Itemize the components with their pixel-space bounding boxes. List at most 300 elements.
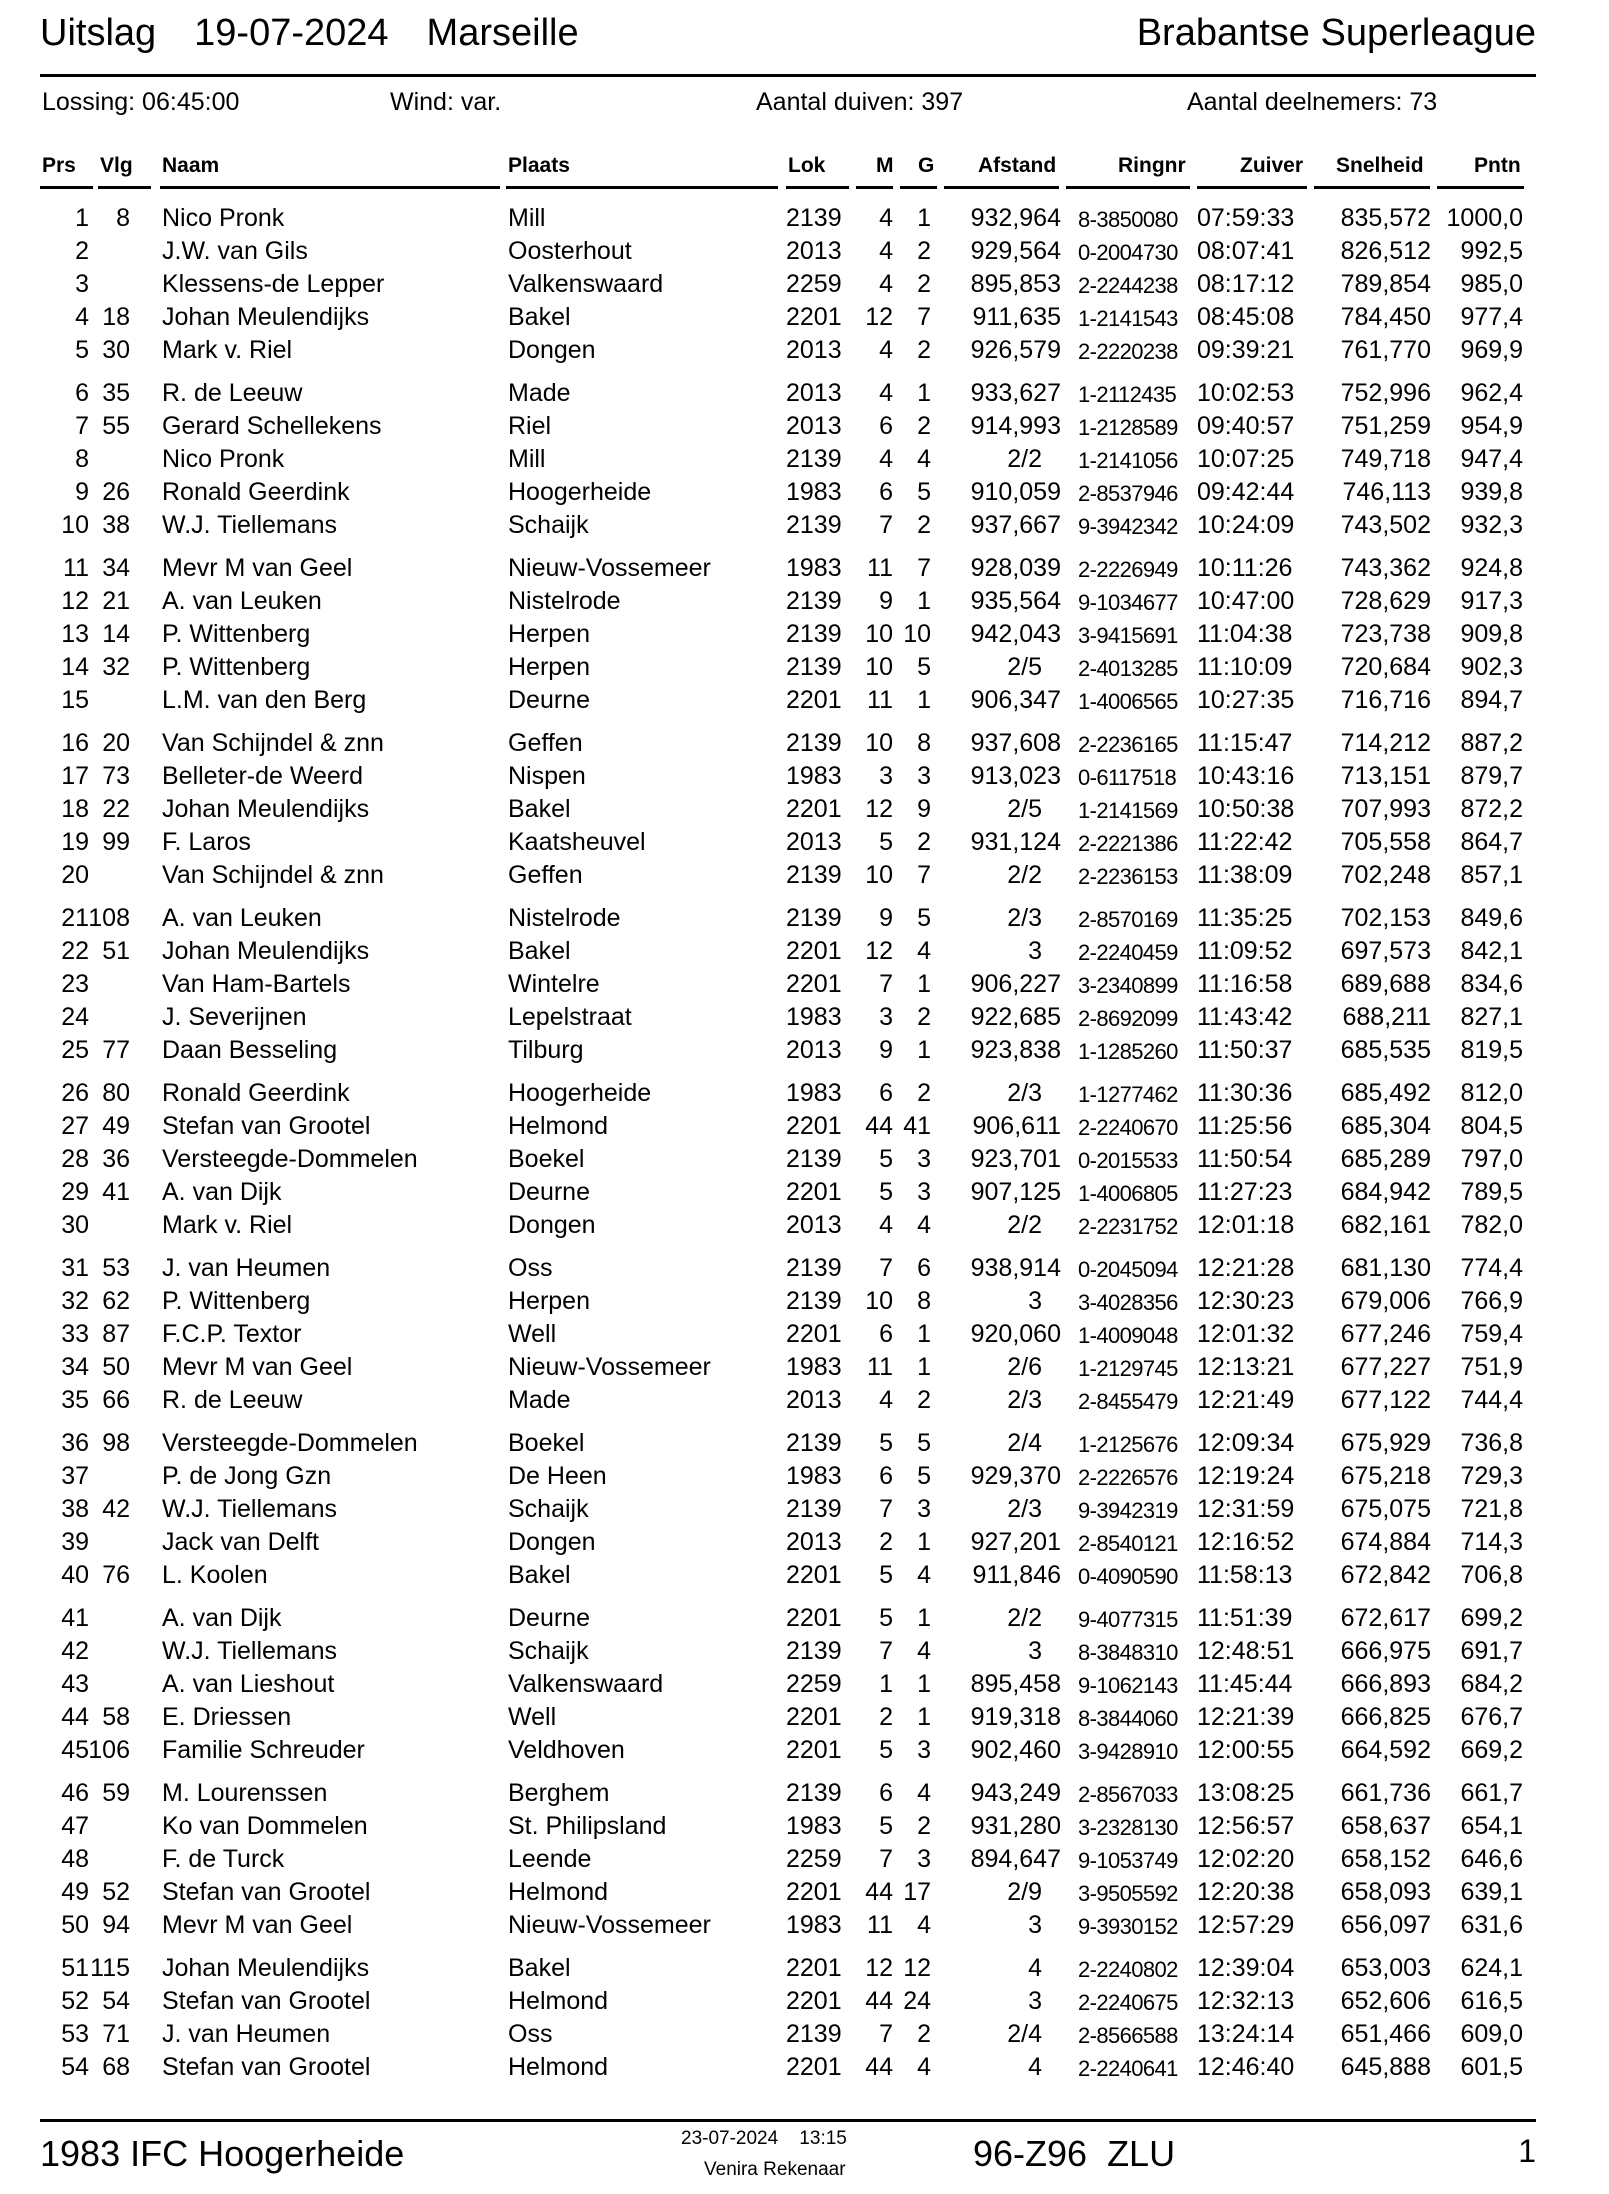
cell-ringnr: 2-8537946 — [1078, 481, 1178, 506]
cell-ringnr: 1-2112435 — [1078, 382, 1177, 407]
cell-naam: W.J. Tiellemans — [162, 1637, 338, 1665]
cell-zuiver: 09:40:57 — [1197, 412, 1295, 440]
table-row — [0, 2018, 1609, 2051]
cell-naam: Mark v. Riel — [162, 1211, 293, 1239]
cell-plaats: Wintelre — [508, 970, 600, 998]
cell-vlg: 62 — [102, 1287, 130, 1315]
cell-g: 2 — [917, 2020, 931, 2048]
cell-ringnr: 1-2128589 — [1078, 415, 1178, 440]
cell-naam: A. van Leuken — [162, 904, 322, 932]
cell-prs: 17 — [61, 762, 89, 790]
cell-m: 5 — [879, 1178, 893, 1206]
cell-plaats: Veldhoven — [508, 1736, 625, 1764]
col-header-prs: Prs — [42, 154, 76, 177]
cell-g: 1 — [917, 379, 931, 407]
cell-ringnr: 3-9428910 — [1078, 1739, 1178, 1764]
cell-lok: 2139 — [786, 2020, 842, 2048]
table-row — [0, 377, 1609, 410]
cell-ringnr: 1-4009048 — [1078, 1323, 1178, 1348]
cell-zuiver: 12:56:57 — [1197, 1812, 1295, 1840]
cell-naam: A. van Dijk — [162, 1604, 282, 1632]
table-row — [0, 1526, 1609, 1559]
cell-snelheid: 674,884 — [1340, 1528, 1431, 1556]
cell-pntn: 834,6 — [1460, 970, 1523, 998]
cell-ringnr: 2-2244238 — [1078, 273, 1178, 298]
cell-naam: R. de Leeuw — [162, 379, 303, 407]
cell-ringnr: 9-1034677 — [1078, 590, 1178, 615]
cell-vlg: 26 — [102, 478, 130, 506]
cell-prs: 8 — [75, 445, 89, 473]
cell-lok: 2201 — [786, 937, 842, 965]
cell-afstand: 2/3 — [1007, 1386, 1042, 1414]
cell-plaats: Nispen — [508, 762, 586, 790]
cell-snelheid: 702,153 — [1340, 904, 1431, 932]
cell-naam: Johan Meulendijks — [162, 1954, 370, 1982]
cell-snelheid: 749,718 — [1340, 445, 1431, 473]
cell-lok: 2139 — [786, 861, 842, 889]
cell-prs: 23 — [61, 970, 89, 998]
cell-afstand: 906,611 — [972, 1112, 1061, 1140]
cell-ringnr: 3-9415691 — [1078, 623, 1178, 648]
cell-m: 5 — [879, 1561, 893, 1589]
cell-lok: 2201 — [786, 1736, 842, 1764]
cell-lok: 1983 — [786, 1003, 842, 1031]
cell-ringnr: 1-1285260 — [1078, 1039, 1178, 1064]
cell-afstand: 4 — [1028, 1954, 1042, 1982]
cell-naam: Nico Pronk — [162, 445, 285, 473]
cell-vlg: 115 — [90, 1954, 130, 1982]
cell-m: 5 — [879, 1812, 893, 1840]
table-row — [0, 1602, 1609, 1635]
cell-ringnr: 2-2226576 — [1078, 1465, 1178, 1490]
cell-lok: 1983 — [786, 554, 842, 582]
cell-zuiver: 08:07:41 — [1197, 237, 1295, 265]
cell-afstand: 938,914 — [970, 1254, 1061, 1282]
table-row — [0, 1909, 1609, 1942]
cell-afstand: 932,964 — [970, 204, 1061, 232]
cell-g: 1 — [917, 1528, 931, 1556]
cell-afstand: 933,627 — [970, 379, 1061, 407]
cell-afstand: 923,701 — [970, 1145, 1061, 1173]
row-group — [0, 902, 1609, 1067]
cell-afstand: 2/3 — [1007, 1079, 1042, 1107]
cell-m: 10 — [865, 729, 893, 757]
cell-prs: 42 — [61, 1637, 89, 1665]
cell-afstand: 3 — [1028, 1637, 1042, 1665]
cell-naam: Daan Besseling — [162, 1036, 338, 1064]
cell-lok: 2013 — [786, 237, 842, 265]
cell-m: 12 — [865, 937, 893, 965]
cell-vlg: 41 — [102, 1178, 130, 1206]
cell-m: 10 — [865, 620, 893, 648]
cell-snelheid: 672,617 — [1340, 1604, 1431, 1632]
cell-pntn: 616,5 — [1460, 1987, 1523, 2015]
cell-g: 4 — [917, 1637, 931, 1665]
table-row — [0, 1460, 1609, 1493]
cell-pntn: 631,6 — [1460, 1911, 1523, 1939]
cell-ringnr: 0-2045094 — [1078, 1257, 1178, 1282]
cell-vlg: 50 — [102, 1353, 130, 1381]
cell-snelheid: 685,535 — [1340, 1036, 1431, 1064]
cell-ringnr: 9-1053749 — [1078, 1848, 1178, 1873]
cell-ringnr: 0-4090590 — [1078, 1564, 1178, 1589]
cell-lok: 2201 — [786, 686, 842, 714]
cell-snelheid: 651,466 — [1340, 2020, 1431, 2048]
col-underline-snelheid — [1314, 186, 1430, 189]
cell-afstand: 3 — [1028, 1911, 1042, 1939]
col-header-ringnr: Ringnr — [1118, 154, 1186, 177]
cell-zuiver: 12:32:13 — [1197, 1987, 1295, 2015]
cell-ringnr: 9-3942319 — [1078, 1498, 1178, 1523]
cell-afstand: 937,608 — [970, 729, 1061, 757]
cell-snelheid: 661,736 — [1340, 1779, 1431, 1807]
cell-plaats: De Heen — [508, 1462, 607, 1490]
cell-m: 7 — [879, 511, 893, 539]
cell-naam: J.W. van Gils — [162, 237, 308, 265]
cell-lok: 2201 — [786, 1561, 842, 1589]
release-time: Lossing: 06:45:00 — [42, 88, 240, 116]
cell-prs: 20 — [61, 861, 89, 889]
col-underline-zuiver — [1197, 186, 1307, 189]
table-row — [0, 1843, 1609, 1876]
table-row — [0, 1351, 1609, 1384]
cell-m: 6 — [879, 1462, 893, 1490]
cell-zuiver: 11:43:42 — [1197, 1003, 1293, 1031]
cell-zuiver: 12:01:32 — [1197, 1320, 1295, 1348]
cell-pntn: 947,4 — [1460, 445, 1523, 473]
cell-ringnr: 9-4077315 — [1078, 1607, 1178, 1632]
cell-naam: F. Laros — [162, 828, 251, 856]
cell-pntn: 654,1 — [1460, 1812, 1523, 1840]
league-name: Brabantse Superleague — [1136, 12, 1536, 54]
cell-ringnr: 8-3850080 — [1078, 207, 1178, 232]
cell-plaats: Bakel — [508, 303, 571, 331]
cell-pntn: 714,3 — [1460, 1528, 1523, 1556]
cell-snelheid: 672,842 — [1340, 1561, 1431, 1589]
cell-ringnr: 2-8570169 — [1078, 907, 1178, 932]
col-underline-plaats — [506, 186, 778, 189]
cell-lok: 2139 — [786, 1145, 842, 1173]
col-header-g: G — [918, 154, 935, 177]
table-row — [0, 1001, 1609, 1034]
cell-prs: 46 — [61, 1779, 89, 1807]
cell-zuiver: 11:50:54 — [1197, 1145, 1293, 1173]
cell-zuiver: 12:16:52 — [1197, 1528, 1295, 1556]
cell-zuiver: 11:09:52 — [1197, 937, 1293, 965]
cell-afstand: 920,060 — [970, 1320, 1061, 1348]
cell-m: 10 — [865, 1287, 893, 1315]
cell-lok: 2201 — [786, 1112, 842, 1140]
cell-plaats: Helmond — [508, 1987, 609, 2015]
cell-zuiver: 09:39:21 — [1197, 336, 1295, 364]
cell-plaats: Oosterhout — [508, 237, 632, 265]
cell-plaats: Boekel — [508, 1145, 585, 1173]
page-number: 1 — [1518, 2133, 1536, 2169]
cell-naam: E. Driessen — [162, 1703, 292, 1731]
cell-lok: 2139 — [786, 1495, 842, 1523]
cell-zuiver: 10:50:38 — [1197, 795, 1295, 823]
cell-prs: 49 — [61, 1878, 89, 1906]
cell-naam: Mevr M van Geel — [162, 1911, 353, 1939]
table-row — [0, 760, 1609, 793]
cell-m: 4 — [879, 204, 893, 232]
cell-snelheid: 697,573 — [1340, 937, 1431, 965]
cell-naam: Stefan van Grootel — [162, 1987, 371, 2015]
cell-pntn: 624,1 — [1460, 1954, 1523, 1982]
cell-ringnr: 1-1277462 — [1078, 1082, 1178, 1107]
cell-m: 9 — [879, 904, 893, 932]
cell-prs: 2 — [75, 237, 89, 265]
cell-lok: 2201 — [786, 1878, 842, 1906]
cell-naam: Familie Schreuder — [162, 1736, 365, 1764]
cell-naam: F.C.P. Textor — [162, 1320, 302, 1348]
cell-m: 7 — [879, 1845, 893, 1873]
cell-afstand: 906,347 — [970, 686, 1061, 714]
cell-g: 2 — [917, 237, 931, 265]
cell-naam: Ronald Geerdink — [162, 1079, 350, 1107]
club-name: 1983 IFC Hoogerheide — [40, 2133, 405, 2174]
cell-vlg: 58 — [102, 1703, 130, 1731]
cell-prs: 53 — [61, 2020, 89, 2048]
cell-naam: J. Severijnen — [162, 1003, 307, 1031]
cell-snelheid: 652,606 — [1340, 1987, 1431, 2015]
cell-plaats: Herpen — [508, 620, 590, 648]
cell-lok: 1983 — [786, 1911, 842, 1939]
cell-zuiver: 11:25:56 — [1197, 1112, 1293, 1140]
cell-g: 4 — [917, 937, 931, 965]
cell-pntn: 706,8 — [1460, 1561, 1523, 1589]
table-row — [0, 1110, 1609, 1143]
cell-snelheid: 666,975 — [1340, 1637, 1431, 1665]
col-underline-naam — [160, 186, 500, 189]
cell-snelheid: 684,942 — [1340, 1178, 1431, 1206]
cell-pntn: 819,5 — [1460, 1036, 1523, 1064]
cell-vlg: 20 — [102, 729, 130, 757]
cell-plaats: Schaijk — [508, 1637, 589, 1665]
cell-snelheid: 685,289 — [1340, 1145, 1431, 1173]
table-row — [0, 935, 1609, 968]
cell-plaats: Berghem — [508, 1779, 610, 1807]
cell-plaats: Helmond — [508, 1112, 609, 1140]
cell-pntn: 661,7 — [1460, 1779, 1523, 1807]
cell-naam: Ronald Geerdink — [162, 478, 350, 506]
cell-snelheid: 705,558 — [1340, 828, 1431, 856]
results-table — [0, 202, 1609, 2094]
cell-m: 7 — [879, 2020, 893, 2048]
cell-afstand: 2/2 — [1007, 1211, 1042, 1239]
col-header-afstand: Afstand — [978, 154, 1057, 177]
cell-prs: 24 — [61, 1003, 89, 1031]
cell-zuiver: 10:02:53 — [1197, 379, 1295, 407]
table-row — [0, 1701, 1609, 1734]
cell-snelheid: 743,362 — [1340, 554, 1431, 582]
cell-afstand: 2/4 — [1007, 2020, 1042, 2048]
cell-g: 2 — [917, 1812, 931, 1840]
cell-afstand: 937,667 — [970, 511, 1061, 539]
table-row — [0, 1143, 1609, 1176]
cell-lok: 2139 — [786, 1254, 842, 1282]
cell-m: 6 — [879, 1320, 893, 1348]
cell-g: 2 — [917, 336, 931, 364]
cell-snelheid: 835,572 — [1340, 204, 1431, 232]
table-row — [0, 618, 1609, 651]
cell-snelheid: 677,122 — [1340, 1386, 1431, 1414]
cell-naam: P. Wittenberg — [162, 1287, 311, 1315]
cell-prs: 38 — [61, 1495, 89, 1523]
cell-vlg: 21 — [102, 587, 130, 615]
table-row — [0, 410, 1609, 443]
cell-ringnr: 9-3930152 — [1078, 1914, 1178, 1939]
cell-afstand: 927,201 — [970, 1528, 1061, 1556]
cell-plaats: Nistelrode — [508, 904, 621, 932]
cell-snelheid: 723,738 — [1340, 620, 1431, 648]
cell-naam: Ko van Dommelen — [162, 1812, 368, 1840]
cell-prs: 30 — [61, 1211, 89, 1239]
cell-plaats: Oss — [508, 1254, 553, 1282]
cell-lok: 2259 — [786, 1670, 842, 1698]
cell-snelheid: 751,259 — [1340, 412, 1431, 440]
col-underline-afstand — [944, 186, 1059, 189]
cell-ringnr: 2-2226949 — [1078, 557, 1178, 582]
cell-ringnr: 2-8540121 — [1078, 1531, 1178, 1556]
cell-pntn: 812,0 — [1460, 1079, 1523, 1107]
cell-plaats: Riel — [508, 412, 552, 440]
cell-afstand: 2/3 — [1007, 1495, 1042, 1523]
cell-prs: 14 — [61, 653, 89, 681]
cell-g: 1 — [917, 1036, 931, 1064]
cell-zuiver: 12:48:51 — [1197, 1637, 1295, 1665]
cell-snelheid: 664,592 — [1340, 1736, 1431, 1764]
table-row — [0, 1034, 1609, 1067]
cell-pntn: 879,7 — [1460, 762, 1523, 790]
cell-m: 11 — [867, 686, 893, 714]
cell-vlg: 18 — [102, 303, 130, 331]
cell-prs: 31 — [61, 1254, 89, 1282]
row-group — [0, 1602, 1609, 1767]
cell-plaats: Hoogerheide — [508, 1079, 652, 1107]
cell-snelheid: 685,304 — [1340, 1112, 1431, 1140]
cell-prs: 6 — [75, 379, 89, 407]
cell-prs: 15 — [61, 686, 89, 714]
cell-ringnr: 1-4006805 — [1078, 1181, 1178, 1206]
cell-snelheid: 685,492 — [1340, 1079, 1431, 1107]
table-row — [0, 552, 1609, 585]
cell-m: 10 — [865, 861, 893, 889]
cell-ringnr: 3-9505592 — [1078, 1881, 1178, 1906]
cell-prs: 26 — [61, 1079, 89, 1107]
cell-snelheid: 743,502 — [1340, 511, 1431, 539]
cell-plaats: Tilburg — [508, 1036, 584, 1064]
cell-m: 5 — [879, 1145, 893, 1173]
cell-zuiver: 11:15:47 — [1197, 729, 1293, 757]
cell-ringnr: 1-4006565 — [1078, 689, 1178, 714]
cell-vlg: 30 — [102, 336, 130, 364]
cell-ringnr: 2-2240670 — [1078, 1115, 1178, 1140]
cell-g: 2 — [917, 1003, 931, 1031]
cell-pntn: 639,1 — [1460, 1878, 1523, 1906]
cell-plaats: Nieuw-Vossemeer — [508, 1911, 711, 1939]
cell-vlg: 14 — [102, 620, 130, 648]
cell-pntn: 782,0 — [1460, 1211, 1523, 1239]
cell-snelheid: 658,637 — [1340, 1812, 1431, 1840]
cell-lok: 2201 — [786, 1320, 842, 1348]
cell-g: 2 — [917, 270, 931, 298]
cell-zuiver: 13:08:25 — [1197, 1779, 1295, 1807]
cell-zuiver: 12:46:40 — [1197, 2053, 1295, 2081]
cell-afstand: 2/2 — [1007, 1604, 1042, 1632]
col-header-zuiver: Zuiver — [1240, 154, 1304, 177]
cell-prs: 5 — [75, 336, 89, 364]
cell-lok: 1983 — [786, 762, 842, 790]
program-name: Venira Rekenaar — [704, 2159, 846, 2180]
cell-g: 2 — [917, 412, 931, 440]
cell-plaats: Deurne — [508, 686, 590, 714]
cell-afstand: 928,039 — [970, 554, 1061, 582]
cell-afstand: 929,564 — [970, 237, 1061, 265]
table-row — [0, 902, 1609, 935]
cell-g: 3 — [917, 1145, 931, 1173]
cell-ringnr: 1-2125676 — [1078, 1432, 1178, 1457]
col-underline-prs — [40, 186, 93, 189]
cell-lok: 2139 — [786, 1287, 842, 1315]
cell-m: 4 — [879, 445, 893, 473]
cell-ringnr: 2-2220238 — [1078, 339, 1178, 364]
cell-lok: 1983 — [786, 1462, 842, 1490]
cell-m: 6 — [879, 412, 893, 440]
cell-afstand: 926,579 — [970, 336, 1061, 364]
cell-g: 4 — [917, 1779, 931, 1807]
table-row — [0, 1734, 1609, 1767]
cell-vlg: 94 — [102, 1911, 130, 1939]
table-row — [0, 585, 1609, 618]
cell-naam: A. van Lieshout — [162, 1670, 335, 1698]
cell-snelheid: 681,130 — [1340, 1254, 1431, 1282]
cell-afstand: 3 — [1028, 1987, 1042, 2015]
cell-vlg: 99 — [102, 828, 130, 856]
cell-afstand: 2/2 — [1007, 445, 1042, 473]
cell-plaats: Boekel — [508, 1429, 585, 1457]
col-header-snelheid: Snelheid — [1336, 154, 1424, 177]
cell-snelheid: 682,161 — [1340, 1211, 1431, 1239]
cell-m: 12 — [865, 303, 893, 331]
cell-afstand: 3 — [1028, 1287, 1042, 1315]
table-row — [0, 235, 1609, 268]
table-row — [0, 1952, 1609, 1985]
footer-divider — [40, 2119, 1536, 2122]
cell-pntn: 894,7 — [1460, 686, 1523, 714]
cell-lok: 2013 — [786, 1386, 842, 1414]
cell-snelheid: 675,929 — [1340, 1429, 1431, 1457]
cell-lok: 2201 — [786, 303, 842, 331]
table-row — [0, 334, 1609, 367]
cell-afstand: 919,318 — [970, 1703, 1061, 1731]
cell-pntn: 789,5 — [1460, 1178, 1523, 1206]
cell-vlg: 80 — [102, 1079, 130, 1107]
table-row — [0, 859, 1609, 892]
cell-g: 2 — [917, 828, 931, 856]
cell-afstand: 935,564 — [970, 587, 1061, 615]
table-row — [0, 1668, 1609, 1701]
cell-naam: Mark v. Riel — [162, 336, 293, 364]
cell-vlg: 51 — [102, 937, 130, 965]
cell-prs: 35 — [61, 1386, 89, 1414]
cell-plaats: Leende — [508, 1845, 592, 1873]
cell-lok: 2013 — [786, 1211, 842, 1239]
cell-snelheid: 666,825 — [1340, 1703, 1431, 1731]
cell-naam: Mevr M van Geel — [162, 554, 353, 582]
cell-g: 1 — [917, 1670, 931, 1698]
cell-zuiver: 12:20:38 — [1197, 1878, 1295, 1906]
